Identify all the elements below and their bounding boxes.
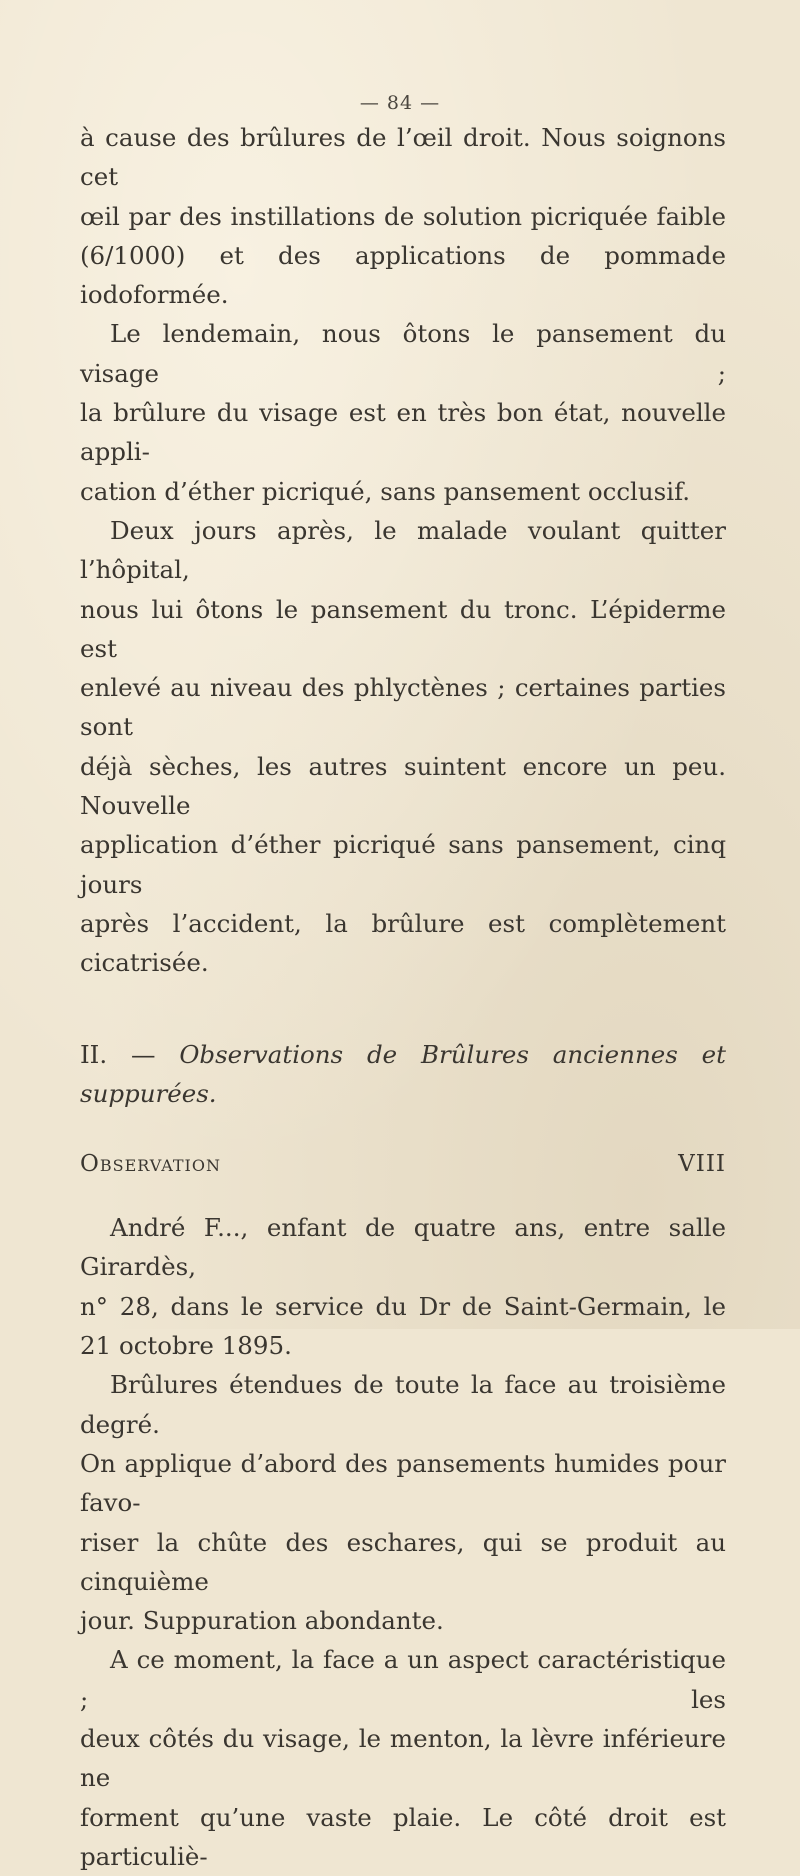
text-line: (6/1000) et des applications de pommade iodoformée.	[80, 240, 726, 310]
text-line: à cause des brûlures de l’œil droit. Nous soignons cet	[80, 123, 726, 192]
text-line: jour. Suppuration abondante.	[80, 1606, 444, 1636]
observation-heading: Observation VIII	[80, 1151, 726, 1178]
text-line: André F..., enfant de quatre ans, entre salle Girardès,	[80, 1213, 726, 1282]
text-line: la brûlure du visage est en très bon état, nouvelle appli-	[80, 398, 726, 467]
text-line: application d’éther picriqué sans pansement, cinq jours	[80, 830, 726, 899]
text-line: forment qu’une vaste plaie. Le côté droit est particuliè-	[80, 1802, 726, 1871]
text-line: Brûlures étendues de toute la face au troisième degré.	[80, 1370, 726, 1439]
text-line: On applique d’abord des pansements humides pour favo-	[80, 1448, 726, 1518]
section-title: Observations de Brûlures anciennes et suppurées.	[80, 1039, 726, 1108]
paragraph	[80, 1365, 726, 1640]
page-number: — 84 —	[359, 92, 441, 114]
text-line: cation d’éther picriqué, sans pansement occlusif.	[80, 476, 691, 506]
text-line: deux côtés du visage, le menton, la lèvre inférieure ne	[80, 1723, 726, 1793]
paragraph	[80, 1208, 726, 1365]
paragraph	[80, 1640, 726, 1876]
section-heading	[80, 1035, 726, 1114]
text-line: n° 28, dans le service du Dr de Saint-Germain, le	[80, 1291, 726, 1321]
text-line: déjà sèches, les autres suintent encore un peu. Nouvelle	[80, 751, 726, 821]
text-line: enlevé au niveau des phlyctènes ; certaines parties sont	[80, 673, 726, 742]
page-body	[80, 118, 726, 1876]
paragraph	[80, 511, 726, 983]
text-line: riser la chûte des eschares, qui se produit au cinquième	[80, 1527, 726, 1596]
text-line: 21 octobre 1895.	[80, 1331, 292, 1361]
paragraph	[80, 118, 726, 314]
text-line: nous lui ôtons le pansement du tronc. L’épiderme est	[80, 594, 726, 663]
section-number: II. —	[80, 1039, 156, 1069]
text-line: après l’accident, la brûlure est complètement cicatrisée.	[80, 908, 726, 978]
paragraph	[80, 314, 726, 510]
text-line: A ce moment, la face a un aspect caractéristique ; les	[80, 1645, 726, 1714]
text-line: Deux jours après, le malade voulant quitter l’hôpital,	[80, 515, 726, 585]
text-line: Le lendemain, nous ôtons le pansement du visage ;	[80, 319, 726, 388]
text-line: œil par des instillations de solution picriquée faible	[80, 201, 726, 231]
